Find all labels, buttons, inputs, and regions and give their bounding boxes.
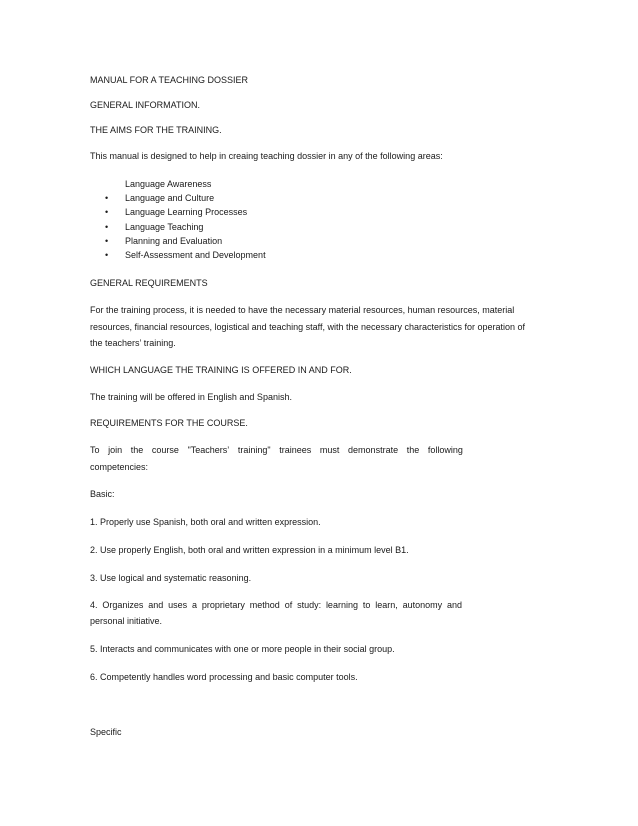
heading-language: WHICH LANGUAGE THE TRAINING IS OFFERED IN AND FOR. <box>90 365 352 375</box>
basic-item: 5. Interacts and communicates with one or more people in their social group. <box>90 644 395 654</box>
basic-item-line2: personal initiative. <box>90 616 163 626</box>
word: and <box>148 600 164 610</box>
word: following <box>427 445 463 455</box>
word: a <box>192 600 198 610</box>
basic-label: Basic: <box>90 489 115 499</box>
word: autonomy <box>402 600 443 610</box>
word: proprietary <box>201 600 245 610</box>
bullet-icon: • <box>105 193 109 203</box>
word: of <box>284 600 293 610</box>
basic-item: 1. Properly use Spanish, both oral and written expression. <box>90 517 321 527</box>
word: to <box>362 600 371 610</box>
document-title: MANUAL FOR A TEACHING DOSSIER <box>90 75 249 85</box>
word: method <box>249 600 280 610</box>
area-item: Planning and Evaluation <box>125 236 223 246</box>
basic-item: 2. Use properly English, both oral and written expression in a minimum level B1. <box>90 545 409 555</box>
course-intro-line <box>90 445 463 456</box>
heading-course-requirements: REQUIREMENTS FOR THE COURSE. <box>90 418 248 428</box>
word: learning <box>325 600 358 610</box>
heading-general-information: GENERAL INFORMATION. <box>90 100 201 110</box>
word: training" <box>237 445 271 455</box>
area-item: Self-Assessment and Development <box>125 250 266 260</box>
heading-general-requirements: GENERAL REQUIREMENTS <box>90 278 208 288</box>
word: course <box>151 445 179 455</box>
word: must <box>319 445 340 455</box>
word: "Teachers’ <box>187 445 230 455</box>
area-item: Language Teaching <box>125 222 204 232</box>
word: To <box>90 445 100 455</box>
area-item: Language Learning Processes <box>125 207 248 217</box>
word: demonstrate <box>348 445 399 455</box>
heading-aims: THE AIMS FOR THE TRAINING. <box>90 125 222 135</box>
word: uses <box>168 600 188 610</box>
word: join <box>108 445 123 455</box>
word: study: <box>297 600 322 610</box>
word: Organizes <box>102 600 144 610</box>
word: learn, <box>375 600 398 610</box>
word: the <box>406 445 420 455</box>
basic-item: 3. Use logical and systematic reasoning. <box>90 573 252 583</box>
requirements-line: resources, financial resources, logistical and teaching staff, with the necessary characteristics for operation of <box>90 322 526 332</box>
word: 4. <box>90 600 98 610</box>
aims-intro: This manual is designed to help in creaing teaching dossier in any of the following areas: <box>90 151 443 161</box>
bullet-icon: • <box>105 250 109 260</box>
bullet-icon: • <box>105 222 109 232</box>
requirements-line: For the training process, it is needed to have the necessary material resources, human resources, material <box>90 305 515 315</box>
area-item: Language Awareness <box>125 179 212 189</box>
specific-label: Specific <box>90 727 122 737</box>
bullet-icon: • <box>105 207 109 217</box>
word: trainees <box>279 445 312 455</box>
word: the <box>130 445 144 455</box>
area-item: Language and Culture <box>125 193 215 203</box>
requirements-line: the teachers’ training. <box>90 338 176 348</box>
course-intro-line2: competencies: <box>90 462 149 472</box>
basic-item: 6. Competently handles word processing and basic computer tools. <box>90 672 358 682</box>
language-text: The training will be offered in English and Spanish. <box>90 392 292 402</box>
basic-item <box>90 600 462 611</box>
word: and <box>446 600 462 610</box>
bullet-icon: • <box>105 236 109 246</box>
